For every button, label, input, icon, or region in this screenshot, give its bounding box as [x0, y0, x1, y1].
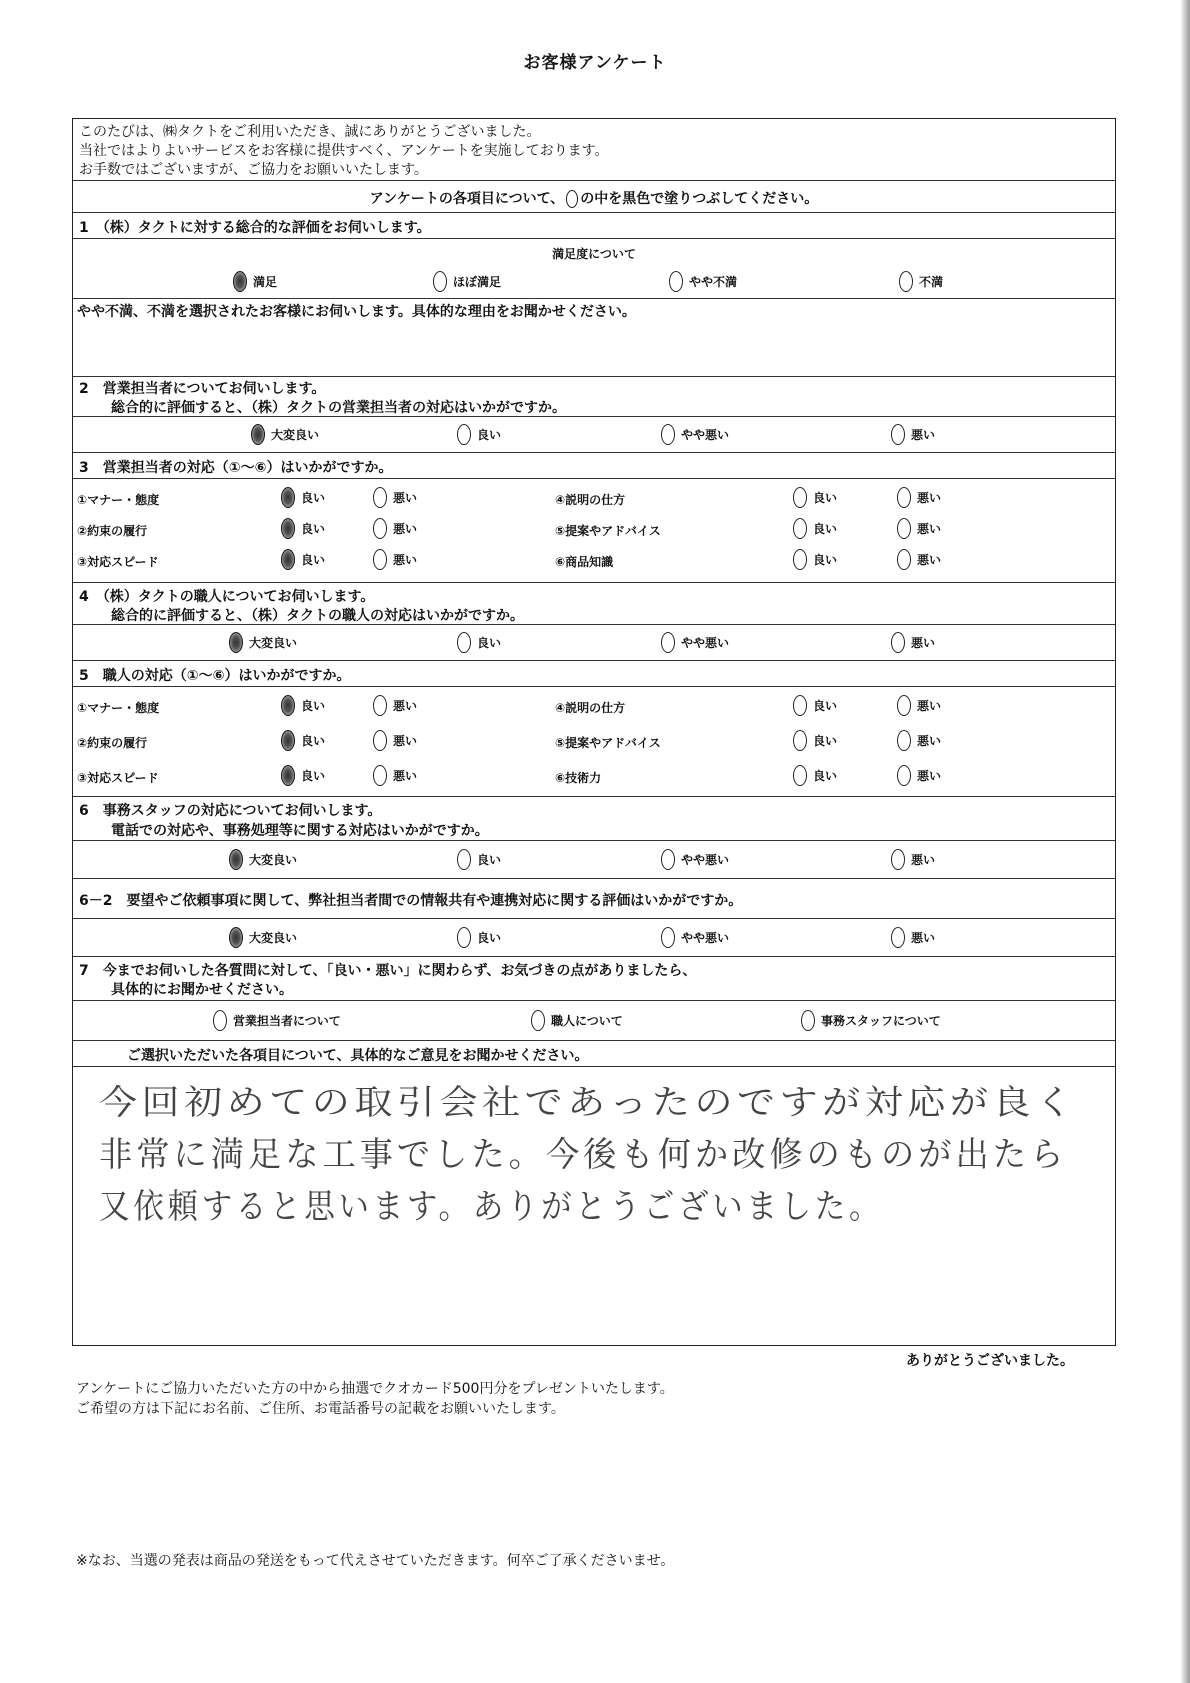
option-label: 事務スタッフについて	[821, 1014, 941, 1028]
q6-title: 6 事務スタッフの対応についてお伺いします。	[79, 803, 382, 819]
radio-oval-icon	[229, 849, 243, 870]
option-label: やや不満	[689, 275, 738, 289]
intro-line: 当社ではよりよいサービスをお客様に提供すべく、アンケートを実施しております。	[79, 143, 609, 159]
option-label: 悪い	[393, 491, 418, 505]
q1-followup[interactable]	[73, 299, 1115, 377]
radio-oval-icon	[373, 765, 387, 786]
instruction-row	[73, 181, 1115, 213]
radio-oval-icon	[281, 487, 295, 508]
q7-subtitle: 具体的にお聞かせください。	[111, 982, 293, 998]
option-label: やや悪い	[681, 636, 730, 650]
q5-title: 5 職人の対応（①〜⑥）はいかがですか。	[79, 668, 351, 684]
radio-oval-icon	[531, 1010, 545, 1031]
radio-oval-icon	[281, 549, 295, 570]
q3-header	[73, 453, 1115, 479]
option-label: 良い	[301, 769, 326, 783]
instruction-text	[73, 188, 1115, 208]
option-label: 良い	[301, 491, 326, 505]
radio-oval-icon	[897, 695, 911, 716]
option-label: 職人について	[551, 1014, 623, 1028]
radio-oval-icon	[281, 730, 295, 751]
q1-header	[73, 213, 1115, 239]
option-label: ほぼ満足	[453, 275, 502, 289]
option-label: やや悪い	[681, 931, 730, 945]
q1-options-row	[73, 239, 1115, 299]
option-label: 満足	[253, 275, 278, 289]
thanks-text: ありがとうございました。	[906, 1353, 1074, 1369]
radio-oval-icon	[457, 424, 471, 445]
option-label: 悪い	[917, 522, 942, 536]
radio-oval-icon	[661, 424, 675, 445]
q1-option[interactable]	[899, 271, 943, 292]
page-title: お客様アンケート	[523, 53, 667, 73]
q7-comment-header: ご選択いただいた各項目について、具体的なご意見をお聞かせください。	[127, 1048, 589, 1064]
option-label: 大変良い	[271, 428, 320, 442]
radio-oval-icon	[891, 632, 905, 653]
q62-option[interactable]	[661, 927, 729, 948]
q5-item-label: ④説明の仕方	[555, 701, 626, 715]
instruction-before: アンケートの各項目について、	[369, 191, 565, 207]
q3-item-label: ②約束の履行	[77, 524, 148, 538]
oval-icon	[566, 190, 578, 208]
q62-option[interactable]	[229, 927, 297, 948]
q3-bad-option[interactable]	[897, 549, 941, 570]
q6-subtitle: 電話での対応や、事務処理等に関する対応はいかがですか。	[111, 823, 489, 839]
q2-option[interactable]	[251, 424, 319, 445]
q1-option[interactable]	[233, 271, 277, 292]
radio-oval-icon	[281, 518, 295, 539]
radio-oval-icon	[229, 927, 243, 948]
q3-bad-option[interactable]	[897, 518, 941, 539]
handwritten-line: 非常に満足な工事でした。今後も何か改修のものが出たら	[99, 1135, 1068, 1175]
q4-option[interactable]	[457, 632, 501, 653]
option-label: 悪い	[393, 734, 418, 748]
option-label: 大変良い	[249, 853, 298, 867]
footer-note: ※なお、当選の発表は商品の発送をもって代えさせていただきます。何卒ご了承くださいませ。	[76, 1553, 675, 1569]
q5-bad-option[interactable]	[373, 730, 417, 751]
q62-option[interactable]	[457, 927, 501, 948]
q3-bad-option[interactable]	[897, 487, 941, 508]
option-label: 良い	[301, 734, 326, 748]
footer-line: ご希望の方は下記にお名前、ご住所、お電話番号の記載をお願いいたします。	[76, 1401, 565, 1417]
q1-option[interactable]	[669, 271, 737, 292]
q5-bad-option[interactable]	[373, 765, 417, 786]
q7-options-row	[73, 1001, 1115, 1041]
option-label: やや悪い	[681, 428, 730, 442]
q4-subtitle: 総合的に評価すると、（株）タクトの職人の対応はいかがですか。	[111, 608, 524, 624]
radio-oval-icon	[793, 695, 807, 716]
handwritten-line: 今回初めての取引会社であったのですが対応が良く	[99, 1083, 1078, 1123]
scan-edge	[1180, 0, 1190, 1683]
q5-good-option[interactable]	[281, 695, 325, 716]
q1-subheader: 満足度について	[552, 247, 636, 261]
option-label: 良い	[813, 699, 838, 713]
q7-option[interactable]	[531, 1010, 623, 1031]
q3-good-option[interactable]	[793, 487, 837, 508]
q5-bad-option[interactable]	[897, 730, 941, 751]
q5-item-label: ⑤提案やアドバイス	[555, 736, 661, 750]
q1-title: 1 （株）タクトに対する総合的な評価をお伺いします。	[79, 220, 431, 236]
q4-options-row	[73, 625, 1115, 661]
instruction-after: の中を黒色で塗りつぶしてください。	[580, 191, 819, 207]
q2-header	[73, 377, 1115, 417]
q7-comment-box[interactable]	[73, 1067, 1115, 1345]
option-label: 良い	[813, 491, 838, 505]
q2-options-row	[73, 417, 1115, 453]
option-label: 悪い	[917, 734, 942, 748]
radio-oval-icon	[233, 271, 247, 292]
option-label: 良い	[477, 931, 502, 945]
radio-oval-icon	[793, 518, 807, 539]
q5-good-option[interactable]	[281, 765, 325, 786]
radio-oval-icon	[897, 487, 911, 508]
radio-oval-icon	[669, 271, 683, 292]
radio-oval-icon	[373, 695, 387, 716]
q4-option[interactable]	[891, 632, 935, 653]
q4-option[interactable]	[661, 632, 729, 653]
q3-item-label: ①マナー・態度	[77, 493, 160, 507]
q3-grid	[73, 479, 1115, 583]
q62-options-row	[73, 919, 1115, 957]
q3-good-option[interactable]	[793, 549, 837, 570]
q6-option[interactable]	[891, 849, 935, 870]
option-label: 良い	[301, 522, 326, 536]
radio-oval-icon	[373, 487, 387, 508]
q3-bad-option[interactable]	[373, 549, 417, 570]
q5-good-option[interactable]	[793, 695, 837, 716]
radio-oval-icon	[373, 518, 387, 539]
q3-item-label: ⑤提案やアドバイス	[555, 524, 661, 538]
q5-bad-option[interactable]	[897, 765, 941, 786]
option-label: 営業担当者について	[233, 1014, 341, 1028]
q3-good-option[interactable]	[793, 518, 837, 539]
option-label: 悪い	[911, 428, 936, 442]
radio-oval-icon	[793, 730, 807, 751]
q6-header	[73, 797, 1115, 841]
radio-oval-icon	[661, 927, 675, 948]
q6-option[interactable]	[457, 849, 501, 870]
radio-oval-icon	[251, 424, 265, 445]
footer-line: アンケートにご協力いただいた方の中から抽選でクオカード500円分をプレゼントいたします。	[76, 1381, 674, 1397]
option-label: 大変良い	[249, 931, 298, 945]
radio-oval-icon	[373, 549, 387, 570]
option-label: 良い	[813, 769, 838, 783]
q2-option[interactable]	[891, 424, 935, 445]
option-label: 大変良い	[249, 636, 298, 650]
q5-header	[73, 661, 1115, 687]
option-label: 悪い	[917, 491, 942, 505]
q5-item-label: ①マナー・態度	[77, 701, 160, 715]
q6-option[interactable]	[661, 849, 729, 870]
q3-item-label: ③対応スピード	[77, 555, 159, 569]
radio-oval-icon	[891, 927, 905, 948]
intro-line: このたびは、㈱タクトをご利用いただき、誠にありがとうございました。	[79, 124, 541, 140]
radio-oval-icon	[457, 632, 471, 653]
radio-oval-icon	[281, 765, 295, 786]
radio-oval-icon	[897, 765, 911, 786]
q3-bad-option[interactable]	[373, 487, 417, 508]
radio-oval-icon	[891, 849, 905, 870]
q5-item-label: ②約束の履行	[77, 736, 148, 750]
q5-good-option[interactable]	[281, 730, 325, 751]
option-label: 良い	[813, 734, 838, 748]
q7-comment-header-row	[73, 1041, 1115, 1067]
radio-oval-icon	[281, 695, 295, 716]
q7-option[interactable]	[801, 1010, 941, 1031]
q3-good-option[interactable]	[281, 518, 325, 539]
q3-item-label: ④説明の仕方	[555, 493, 626, 507]
intro-line: お手数ではございますが、ご協力をお願いいたします。	[79, 162, 428, 178]
option-label: 不満	[919, 275, 944, 289]
q3-title: 3 営業担当者の対応（①〜⑥）はいかがですか。	[79, 460, 393, 476]
q62-option[interactable]	[891, 927, 935, 948]
option-label: 悪い	[917, 553, 942, 567]
option-label: 悪い	[911, 931, 936, 945]
radio-oval-icon	[373, 730, 387, 751]
q5-bad-option[interactable]	[373, 695, 417, 716]
option-label: 良い	[301, 699, 326, 713]
q3-bad-option[interactable]	[373, 518, 417, 539]
option-label: 良い	[477, 428, 502, 442]
radio-oval-icon	[661, 849, 675, 870]
q1-followup-label: やや不満、不満を選択されたお客様にお伺いします。具体的な理由をお聞かせください。	[77, 304, 636, 320]
intro-section	[73, 119, 1115, 181]
q62-title: 6－2 要望やご依頼事項に関して、弊社担当者間での情報共有や連携対応に関する評価はいかがですか。	[79, 893, 743, 909]
option-label: 悪い	[911, 853, 936, 867]
radio-oval-icon	[897, 730, 911, 751]
radio-oval-icon	[897, 518, 911, 539]
survey-form	[72, 118, 1116, 1346]
option-label: 悪い	[917, 699, 942, 713]
q7-option[interactable]	[213, 1010, 341, 1031]
radio-oval-icon	[661, 632, 675, 653]
option-label: 良い	[301, 553, 326, 567]
radio-oval-icon	[793, 487, 807, 508]
option-label: やや悪い	[681, 853, 730, 867]
q3-good-option[interactable]	[281, 549, 325, 570]
q5-item-label: ⑥技術力	[555, 771, 602, 785]
q7-title: 7 今までお伺いした各質問に対して、「良い・悪い」に関わらず、お気づきの点がありましたら、	[79, 963, 697, 979]
q3-item-label: ⑥商品知識	[555, 555, 614, 569]
radio-oval-icon	[801, 1010, 815, 1031]
q6-options-row	[73, 841, 1115, 879]
q5-good-option[interactable]	[793, 765, 837, 786]
q4-title: 4 （株）タクトの職人についてお伺いします。	[79, 589, 375, 605]
radio-oval-icon	[229, 632, 243, 653]
option-label: 悪い	[917, 769, 942, 783]
q6-option[interactable]	[229, 849, 297, 870]
option-label: 良い	[477, 636, 502, 650]
radio-oval-icon	[793, 765, 807, 786]
option-label: 悪い	[393, 699, 418, 713]
q4-header	[73, 583, 1115, 625]
q62-header	[73, 879, 1115, 919]
handwritten-line: 又依頼すると思います。ありがとうございました。	[99, 1187, 884, 1227]
option-label: 良い	[813, 522, 838, 536]
q5-item-label: ③対応スピード	[77, 771, 159, 785]
option-label: 悪い	[393, 769, 418, 783]
radio-oval-icon	[891, 424, 905, 445]
q2-option[interactable]	[661, 424, 729, 445]
q4-option[interactable]	[229, 632, 297, 653]
option-label: 悪い	[911, 636, 936, 650]
radio-oval-icon	[457, 849, 471, 870]
q3-good-option[interactable]	[281, 487, 325, 508]
q2-title: 2 営業担当者についてお伺いします。	[79, 381, 326, 397]
q2-subtitle: 総合的に評価すると、（株）タクトの営業担当者の対応はいかがですか。	[111, 400, 566, 416]
radio-oval-icon	[457, 927, 471, 948]
q5-bad-option[interactable]	[897, 695, 941, 716]
radio-oval-icon	[433, 271, 447, 292]
option-label: 良い	[813, 553, 838, 567]
q1-option[interactable]	[433, 271, 501, 292]
radio-oval-icon	[213, 1010, 227, 1031]
option-label: 良い	[477, 853, 502, 867]
option-label: 悪い	[393, 522, 418, 536]
radio-oval-icon	[793, 549, 807, 570]
radio-oval-icon	[899, 271, 913, 292]
q2-option[interactable]	[457, 424, 501, 445]
radio-oval-icon	[897, 549, 911, 570]
q7-header	[73, 957, 1115, 1001]
option-label: 悪い	[393, 553, 418, 567]
q5-grid	[73, 687, 1115, 797]
q5-good-option[interactable]	[793, 730, 837, 751]
